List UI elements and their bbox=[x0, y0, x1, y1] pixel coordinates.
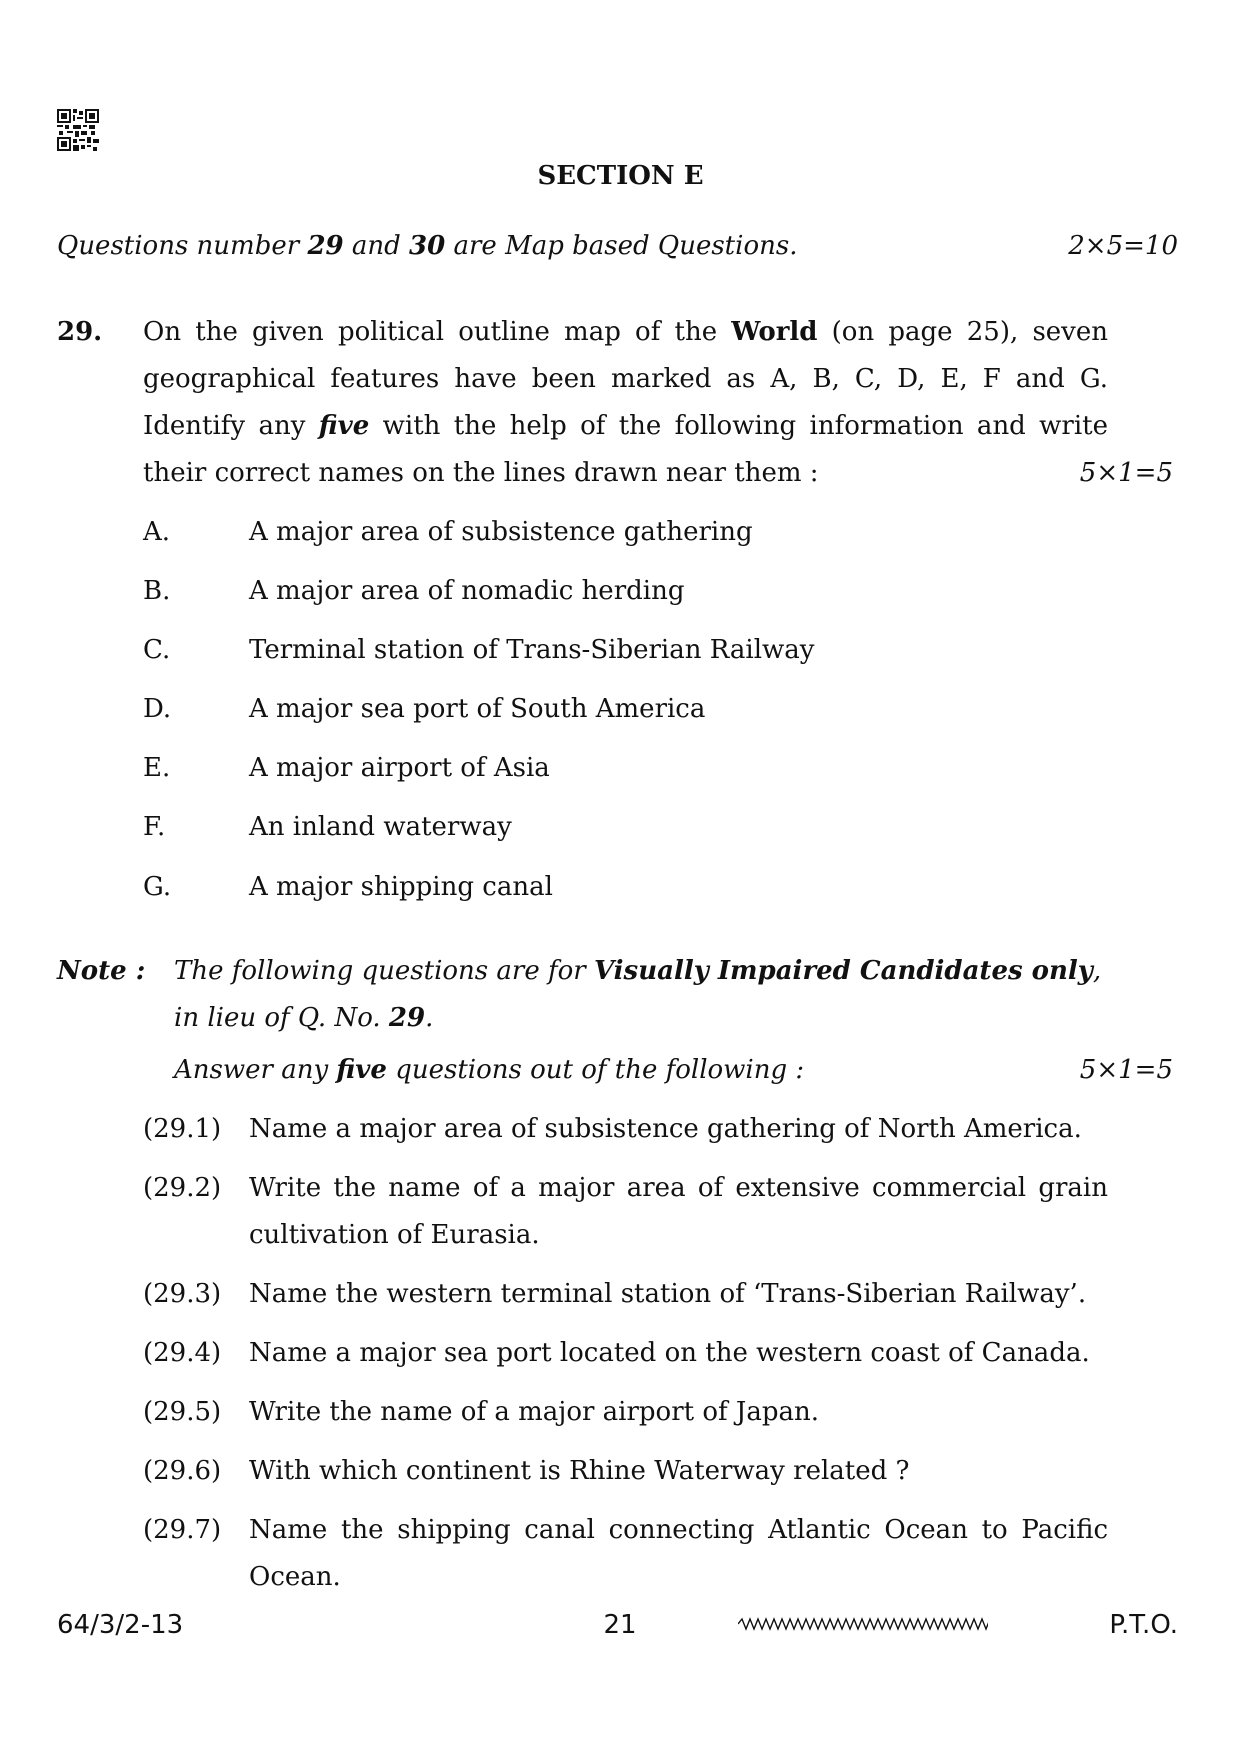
paper-code: 64/3/2-13 bbox=[57, 1610, 184, 1640]
qr-code-icon bbox=[57, 109, 99, 151]
vi-question-text: cultivation of Eurasia. bbox=[249, 1220, 540, 1250]
vi-question-text: Name a major sea port located on the western coast of Canada. bbox=[249, 1338, 1090, 1368]
item-text: Terminal station of Trans-Siberian Railway bbox=[249, 635, 815, 665]
intro-marks: 2×5=10 bbox=[1068, 231, 1178, 261]
question-line-3: Identify any five with the help of the following information and write bbox=[143, 411, 1109, 441]
vi-question-text: Write the name of a major airport of Japan. bbox=[249, 1397, 819, 1427]
item-text: A major airport of Asia bbox=[249, 753, 550, 783]
question-line-2: geographical features have been marked as A, B, C, D, E, F and G. bbox=[143, 364, 1108, 394]
question-marks: 5×1=5 bbox=[1079, 458, 1173, 488]
wavy-line-icon bbox=[738, 1616, 988, 1632]
vi-question-text: Ocean. bbox=[249, 1562, 341, 1592]
vi-question-text: Name a major area of subsistence gathering of North America. bbox=[249, 1114, 1082, 1144]
note-line-2: in lieu of Q. No. 29. bbox=[174, 1003, 434, 1033]
section-title: SECTION E bbox=[537, 161, 704, 191]
item-text: A major area of nomadic herding bbox=[249, 576, 685, 606]
item-text: An inland waterway bbox=[249, 812, 512, 842]
vi-question-text: With which continent is Rhine Waterway related ? bbox=[249, 1456, 910, 1486]
vi-question-text: Write the name of a major area of extensive commercial grain bbox=[249, 1173, 1108, 1203]
vi-question-number: (29.4) bbox=[143, 1338, 222, 1368]
item-label: D. bbox=[143, 694, 172, 724]
item-text: A major sea port of South America bbox=[249, 694, 706, 724]
question-number: 29. bbox=[57, 317, 103, 347]
note-label: Note : bbox=[57, 956, 146, 986]
pto-label: P.T.O. bbox=[1109, 1610, 1178, 1640]
item-label: F. bbox=[143, 812, 166, 842]
item-label: C. bbox=[143, 635, 171, 665]
page-number: 21 bbox=[603, 1610, 637, 1640]
item-text: A major area of subsistence gathering bbox=[249, 517, 753, 547]
vi-question-number: (29.2) bbox=[143, 1173, 222, 1203]
note-marks: 5×1=5 bbox=[1079, 1055, 1173, 1085]
item-label: A. bbox=[143, 517, 171, 547]
vi-question-number: (29.3) bbox=[143, 1279, 222, 1309]
vi-question-number: (29.1) bbox=[143, 1114, 222, 1144]
vi-question-text: Name the western terminal station of ‘Trans-Siberian Railway’. bbox=[249, 1279, 1087, 1309]
item-text: A major shipping canal bbox=[249, 872, 553, 902]
vi-question-number: (29.6) bbox=[143, 1456, 222, 1486]
item-label: E. bbox=[143, 753, 171, 783]
item-label: G. bbox=[143, 872, 172, 902]
note-answer-instruction: Answer any five questions out of the following : bbox=[174, 1055, 805, 1085]
vi-question-text: Name the shipping canal connecting Atlantic Ocean to Pacific bbox=[249, 1515, 1108, 1545]
question-line-4: their correct names on the lines drawn near them : bbox=[143, 458, 819, 488]
note-line-1: The following questions are for Visually Impaired Candidates only, bbox=[174, 956, 1102, 986]
item-label: B. bbox=[143, 576, 171, 606]
vi-question-number: (29.7) bbox=[143, 1515, 222, 1545]
vi-question-number: (29.5) bbox=[143, 1397, 222, 1427]
question-line-1: On the given political outline map of the World (on page 25), seven bbox=[143, 317, 1108, 347]
intro-text: Questions number 29 and 30 are Map based Questions. bbox=[57, 231, 798, 261]
